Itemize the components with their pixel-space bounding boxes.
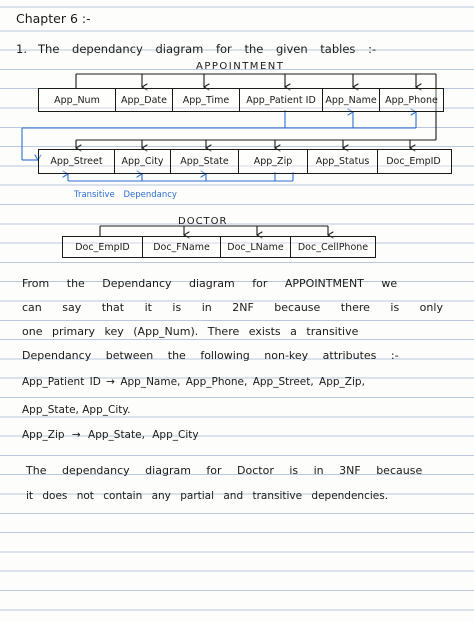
chapter-heading: Chapter 6 :-	[16, 11, 91, 26]
appointment-title: APPOINTMENT	[196, 61, 285, 72]
attr-doc-empid-doctor: Doc_EmpID	[63, 237, 143, 257]
attr-doc-cellphone: Doc_CellPhone	[297, 241, 369, 253]
attr-app-date: App_Date	[116, 89, 173, 111]
attr-app-phone: App_Phone	[385, 94, 438, 106]
explanation-line-4: Dependancy between the following non-key attributes :-	[22, 349, 399, 362]
attr-app-time: App_Time	[173, 89, 240, 111]
attr-doc-lname: Doc_LName	[221, 237, 291, 257]
doctor-title: DOCTOR	[178, 216, 228, 227]
attr-app-name: App_Name	[323, 89, 380, 111]
explanation-line-7: App_Zip → App_State, App_City	[22, 429, 199, 441]
attr-doc-empid: Doc_EmpID	[386, 156, 441, 167]
attr-app-street: App_Street	[39, 150, 115, 173]
attr-app-num: App_Num	[39, 89, 116, 111]
appointment-table-row2	[38, 149, 452, 174]
attr-app-city: App_City	[115, 150, 171, 173]
attr-app-patient-id: App_Patient ID	[240, 89, 323, 111]
explanation-line-2: can say that it is in 2NF because there is only	[22, 301, 443, 314]
attr-app-zip: App_Zip	[239, 150, 308, 173]
doctor-table	[62, 236, 376, 258]
explanation-line-5: App_Patient ID → App_Name, App_Phone, App_Street, App_Zip,	[22, 376, 365, 388]
appointment-table-row1	[38, 88, 444, 112]
explanation-line-6: App_State, App_City.	[22, 404, 131, 416]
transitive-dependency-label: Transitive Dependancy	[74, 190, 177, 200]
doctor-explanation-line-2: it does not contain any partial and transitive dependencies.	[26, 490, 389, 502]
doctor-explanation-line-1: The dependancy diagram for Doctor is in 3NF because	[26, 464, 423, 477]
question-number: 1.	[16, 42, 27, 56]
attr-app-status: App_Status	[308, 150, 378, 173]
explanation-line-1: From the Dependancy diagram for APPOINTMENT we	[22, 277, 398, 290]
question-text: The dependancy diagram for the given tables :-	[38, 42, 377, 56]
explanation-line-3: one primary key (App_Num). There exists a transitive	[22, 325, 359, 338]
attr-app-state: App_State	[171, 150, 239, 173]
attr-doc-fname: Doc_FName	[143, 237, 221, 257]
